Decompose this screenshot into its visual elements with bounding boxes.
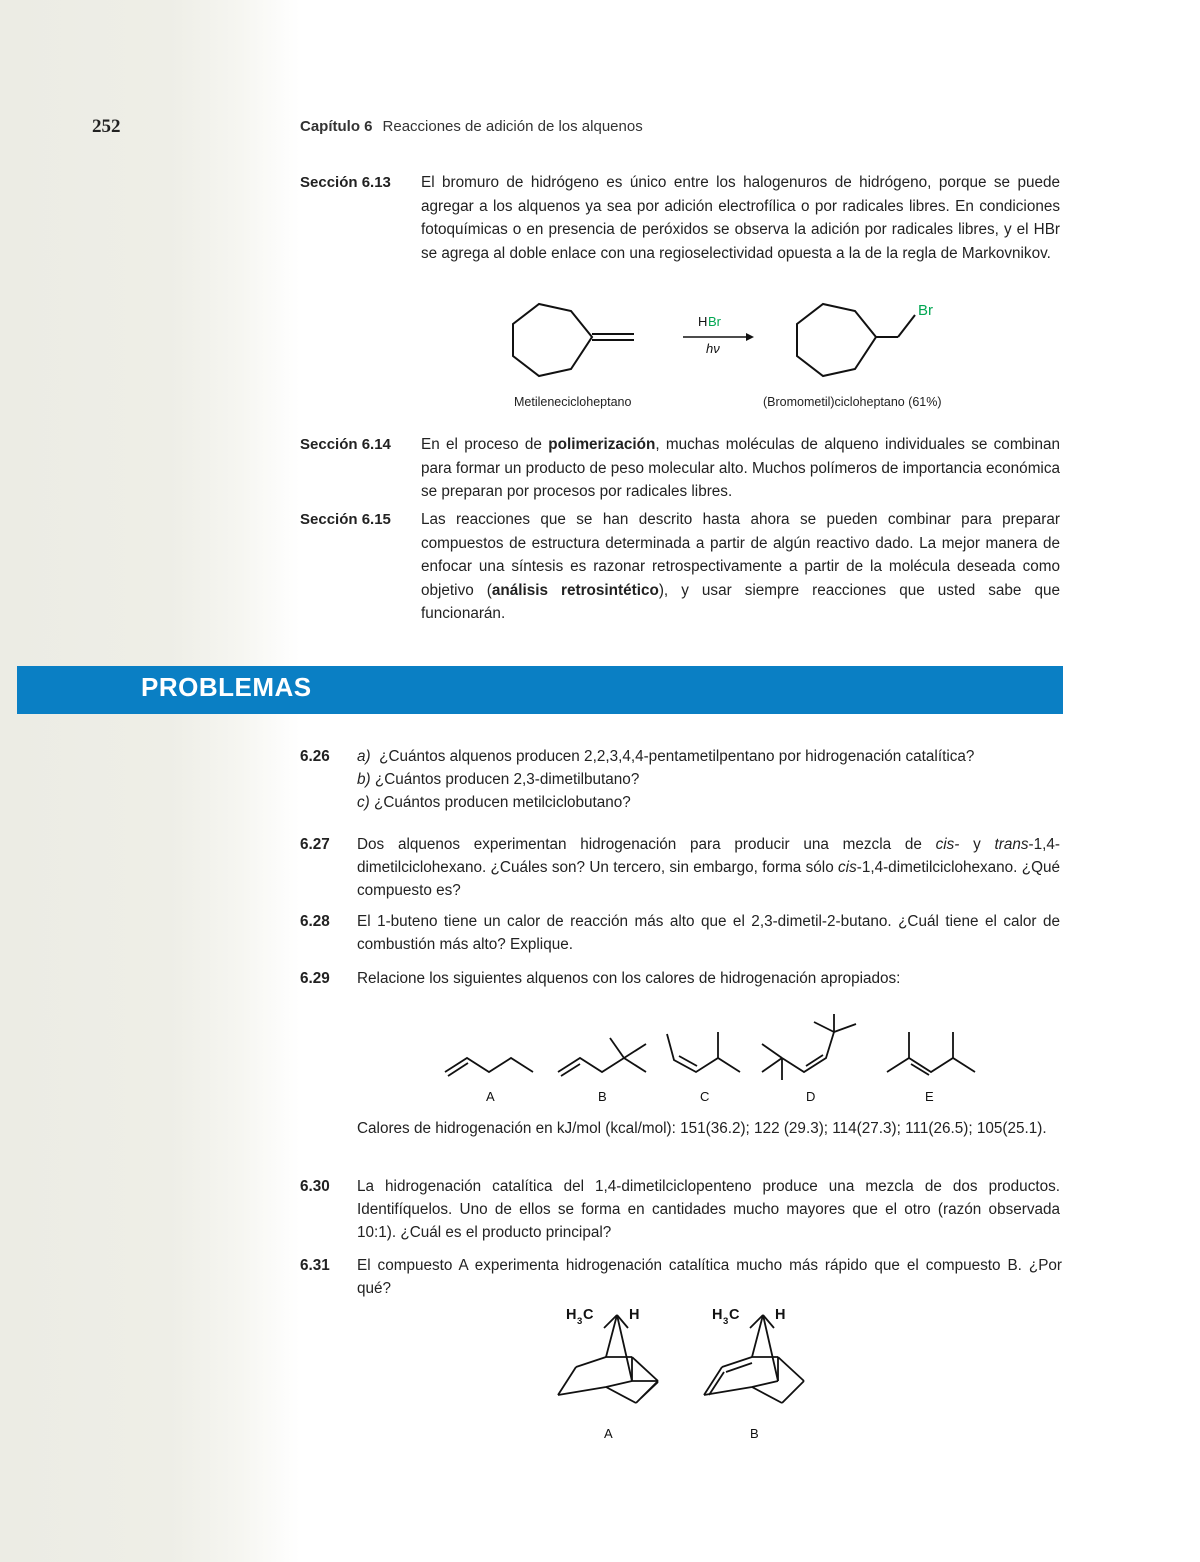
reagent-br: Br (708, 314, 721, 329)
reactant-name: Metilenecicloheptano (514, 395, 632, 409)
problem-body: El compuesto A experimenta hidrogenación catalítica mucho más rápido que el compuesto B. ¿Por qué? (357, 1257, 1062, 1298)
product-name: (Bromometil)cicloheptano (61%) (763, 395, 942, 409)
heats-text: Calores de hidrogenación en kJ/mol (kcal/mol): 151(36.2); 122 (29.3); 114(27.3); 111(26.5); 105(25.1). (357, 1120, 1047, 1137)
problem-number: 6.29 (300, 970, 330, 987)
problem-6-31 (300, 1254, 1060, 1300)
section-6-14 (300, 433, 1060, 504)
italic-term: trans (994, 836, 1029, 853)
problem-body: Relacione los siguientes alquenos con los calores de hidrogenación apropiados: (357, 970, 901, 987)
problem-6-30 (300, 1175, 1060, 1245)
problem-body (357, 833, 1060, 903)
chapter-label: Capítulo 6 (300, 118, 373, 135)
problem-6-27 (300, 833, 1060, 903)
section-6-15 (300, 508, 1060, 626)
italic-term: cis- (935, 836, 960, 853)
problem-number: 6.31 (300, 1257, 330, 1274)
alkene-label-e: E (925, 1089, 934, 1104)
h3c-b-h: H (712, 1307, 723, 1323)
alkene-label-d: D (806, 1089, 816, 1104)
part-label: a) (357, 748, 371, 765)
section-label: Sección 6.15 (300, 511, 391, 528)
part-text: ¿Cuántos producen metilciclobutano? (374, 794, 631, 812)
text-run: -1,4-dimetilciclohexano. ¿Qué compuesto es? (357, 859, 1061, 900)
bold-term: análisis retrosintético (491, 581, 659, 599)
norbornene-figure (540, 1295, 840, 1445)
methylenecycloheptane-ring (513, 304, 592, 376)
section-text (421, 508, 1060, 626)
problem-6-29-heats (300, 1117, 1060, 1140)
text-run: y (959, 836, 995, 853)
problem-body (357, 745, 1060, 815)
problem-part-c (357, 791, 1060, 814)
part-text: ¿Cuántos alquenos producen 2,2,3,4,4-pentametilpentano por hidrogenación catalítica? (379, 748, 975, 765)
text-run: , muchas moléculas de alqueno individuales se combinan para formar un producto de peso molecular alto. Muchos polímeros de importancia económica se preparan por procesos por radicales libres. (421, 436, 1060, 500)
alkene-c (667, 1032, 740, 1072)
problems-title: PROBLEMAS (141, 672, 312, 702)
arrow-head (746, 333, 754, 341)
section-text: El bromuro de hidrógeno es único entre los halogenuros de hidrógeno, porque se puede agregar a los alquenos ya sea por adición electrofílica o por radicales libres. En condiciones fotoquímicas o en presencia de peróxidos se observa la adición por radicales libres, y el HBr se agrega al doble enlace con una regioselectividad opuesta a la de la regla de Markovnikov. (421, 174, 1060, 262)
problem-number: 6.27 (300, 836, 330, 853)
alkene-e (887, 1032, 975, 1075)
alkene-label-a: A (486, 1089, 495, 1104)
alkene-d (762, 1014, 856, 1080)
h3c-a-sub: 3 (577, 1316, 583, 1327)
problem-part-a (357, 745, 1060, 768)
h3c-a-h: H (566, 1307, 577, 1323)
h3c-b-c: C (729, 1307, 740, 1323)
text-run: En el proceso de (421, 436, 549, 453)
part-text: ¿Cuántos producen 2,3-dimetilbutano? (374, 771, 640, 789)
section-text (421, 433, 1060, 504)
page-number: 252 (92, 116, 121, 137)
chapter-title: Reacciones de adición de los alquenos (382, 118, 643, 135)
problem-number: 6.28 (300, 913, 330, 930)
alkene-label-b: B (598, 1089, 607, 1104)
text-run: Dos alquenos experimentan hidrogenación para producir una mezcla de (357, 836, 936, 853)
bold-term: polimerización (548, 436, 656, 453)
norbornene-b (704, 1315, 804, 1403)
section-label: Sección 6.14 (300, 436, 391, 453)
h3c-a-c: C (583, 1307, 594, 1323)
problems-banner (17, 666, 1063, 714)
h3c-b-sub: 3 (723, 1316, 729, 1327)
cycloheptane-ring (797, 304, 876, 376)
problem-6-26 (300, 745, 1060, 815)
italic-term: cis (838, 859, 857, 877)
norbornene-a (558, 1315, 658, 1403)
problem-number: 6.26 (300, 748, 330, 765)
reagent-h: H (698, 314, 708, 329)
text-run: Las reacciones que se han descrito hasta ahora se pueden combinar para preparar compuestos de estructura determinada a partir de algún reactivo dado. La mejor manera de enfocar una síntesis es razonar retrospectivamente a partir de la molécula deseada como objetivo ( (421, 511, 1060, 599)
ch2-bond-2 (898, 315, 915, 337)
section-label: Sección 6.13 (300, 174, 391, 191)
h-a: H (629, 1307, 640, 1323)
running-header (300, 118, 643, 135)
compound-label-b: B (750, 1426, 759, 1441)
problem-body: La hidrogenación catalítica del 1,4-dimetilciclopenteno produce una mezcla de dos productos. Identifíquelos. Uno de ellos se forma en cantidades mucho mayores que el otro (razón observada 10:1). ¿Cuál es el producto principal? (357, 1178, 1060, 1242)
h-b: H (775, 1307, 786, 1323)
alkene-label-c: C (700, 1089, 710, 1104)
compound-label-a: A (604, 1426, 613, 1441)
alkene-a (445, 1058, 533, 1076)
problem-body: El 1-buteno tiene un calor de reacción más alto que el 2,3-dimetil-2-butano. ¿Cuál tiene el calor de combustión más alto? Explique. (357, 913, 1060, 954)
part-label: c) (357, 794, 370, 812)
part-label: b) (357, 771, 371, 789)
problem-6-29 (300, 967, 1060, 990)
text-run: ), y usar siempre reacciones que usted sabe que funcionarán. (421, 581, 1061, 622)
alkene-b (558, 1038, 646, 1076)
alkenes-figure (430, 1010, 990, 1105)
problem-6-28 (300, 910, 1060, 956)
problem-part-b (357, 768, 1060, 791)
product-br: Br (918, 302, 933, 319)
text-run: -1,4-dimetilciclohexano. ¿Cuáles son? Un tercero, sin embargo, forma sólo (357, 836, 1060, 877)
section-6-13 (300, 171, 1060, 265)
condition-hv: hν (706, 341, 720, 356)
problem-number: 6.30 (300, 1178, 330, 1195)
